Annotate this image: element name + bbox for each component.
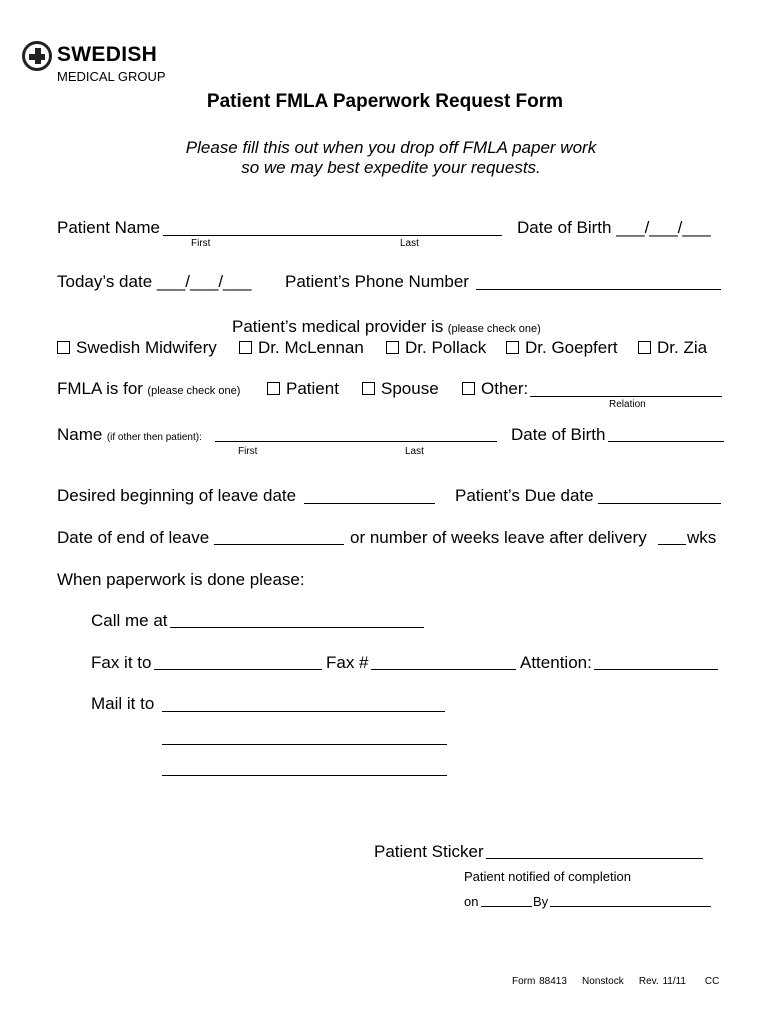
when-done-label: When paperwork is done please: (57, 570, 305, 589)
due-date-label: Patient’s Due date (455, 486, 594, 505)
checkbox-icon (362, 382, 375, 395)
due-date-field[interactable] (598, 503, 721, 504)
other-name-label: Name (57, 425, 103, 444)
sticker-label: Patient Sticker (374, 842, 484, 861)
mail-label: Mail it to (91, 694, 155, 713)
fmla-option-spouse[interactable] (362, 379, 439, 399)
patient-name-field[interactable] (163, 235, 502, 236)
mail-address-line-2[interactable] (162, 744, 447, 745)
mail-address-line-1[interactable] (162, 711, 445, 712)
checkbox-icon (267, 382, 280, 395)
other-dob-field[interactable] (608, 441, 724, 442)
fax-number-label: Fax # (326, 653, 369, 672)
provider-option-label: Dr. Pollack (405, 338, 487, 357)
fmla-option-patient[interactable] (267, 379, 339, 399)
patient-last-caption: Last (400, 238, 419, 249)
fmla-option-label: Other: (481, 379, 529, 398)
swedish-logo-icon (22, 41, 52, 71)
other-last-caption: Last (405, 446, 424, 457)
attention-label: Attention: (520, 653, 592, 672)
by-label: By (533, 894, 549, 909)
patient-first-caption: First (191, 238, 211, 249)
other-name-heading (57, 425, 202, 445)
footer-form-number: Form 88413 (512, 976, 567, 987)
provider-option-mclennan[interactable] (239, 338, 364, 358)
weeks-label: or number of weeks leave after delivery (350, 528, 647, 547)
logo-name: SWEDISH (57, 43, 158, 66)
call-field[interactable] (170, 627, 424, 628)
provider-option-label: Dr. McLennan (258, 338, 364, 357)
leave-end-field[interactable] (214, 544, 344, 545)
attention-field[interactable] (594, 669, 718, 670)
form-footer (512, 976, 719, 987)
weeks-suffix: wks (687, 528, 717, 547)
form-title: Patient FMLA Paperwork Request Form (206, 91, 564, 112)
provider-option-goepfert[interactable] (506, 338, 618, 358)
logo-tagline: MEDICAL GROUP (57, 69, 166, 84)
footer-revision: Rev. 11/11 (638, 976, 686, 987)
date-of-birth-label: Date of Birth ___/___/___ (517, 218, 711, 237)
on-label: on (464, 894, 479, 909)
provider-option-midwifery[interactable] (57, 338, 217, 358)
mail-address-line-3[interactable] (162, 775, 447, 776)
leave-end-label: Date of end of leave (57, 528, 210, 547)
other-dob-label: Date of Birth (511, 425, 606, 444)
notified-label: Patient notified of completion (464, 869, 631, 884)
other-name-note: (if other then patient): (106, 432, 202, 443)
intro-line-2: so we may best expedite your requests. (241, 158, 541, 177)
fmla-for-note: (please check one) (147, 385, 241, 397)
leave-begin-field[interactable] (304, 503, 435, 504)
checkbox-icon (57, 341, 70, 354)
fmla-option-label: Spouse (381, 379, 439, 398)
relation-caption: Relation (609, 399, 646, 410)
provider-option-zia[interactable] (638, 338, 707, 358)
other-name-field[interactable] (215, 441, 497, 442)
provider-option-label: Swedish Midwifery (76, 338, 217, 357)
footer-stock: Nonstock (582, 976, 624, 987)
checkbox-icon (638, 341, 651, 354)
intro-line-1: Please fill this out when you drop off FMLA paper work (185, 138, 597, 157)
footer-code: CC (704, 976, 720, 987)
call-label: Call me at (91, 611, 168, 630)
leave-begin-label: Desired beginning of leave date (57, 486, 297, 505)
weeks-field[interactable] (658, 544, 686, 545)
patient-name-label: Patient Name (57, 218, 160, 237)
on-field[interactable] (481, 906, 532, 907)
provider-option-label: Dr. Goepfert (525, 338, 618, 357)
phone-field[interactable] (476, 289, 721, 290)
fmla-for-heading (57, 379, 240, 399)
fmla-option-label: Patient (286, 379, 339, 398)
provider-option-pollack[interactable] (386, 338, 486, 358)
fax-to-field[interactable] (154, 669, 322, 670)
todays-date-label: Today’s date ___/___/___ (57, 272, 252, 291)
provider-note: (please check one) (447, 323, 541, 335)
provider-label: Patient’s medical provider is (232, 317, 444, 336)
fax-number-field[interactable] (371, 669, 516, 670)
checkbox-icon (386, 341, 399, 354)
checkbox-icon (239, 341, 252, 354)
by-field[interactable] (550, 906, 711, 907)
checkbox-icon (506, 341, 519, 354)
checkbox-icon (462, 382, 475, 395)
other-first-caption: First (238, 446, 258, 457)
provider-option-label: Dr. Zia (657, 338, 708, 357)
sticker-field[interactable] (486, 858, 703, 859)
relation-field[interactable] (530, 396, 722, 397)
provider-heading (232, 317, 541, 337)
fax-to-label: Fax it to (91, 653, 152, 672)
phone-label: Patient’s Phone Number (285, 272, 469, 291)
fmla-option-other[interactable] (462, 379, 528, 399)
fmla-for-label: FMLA is for (57, 379, 143, 398)
